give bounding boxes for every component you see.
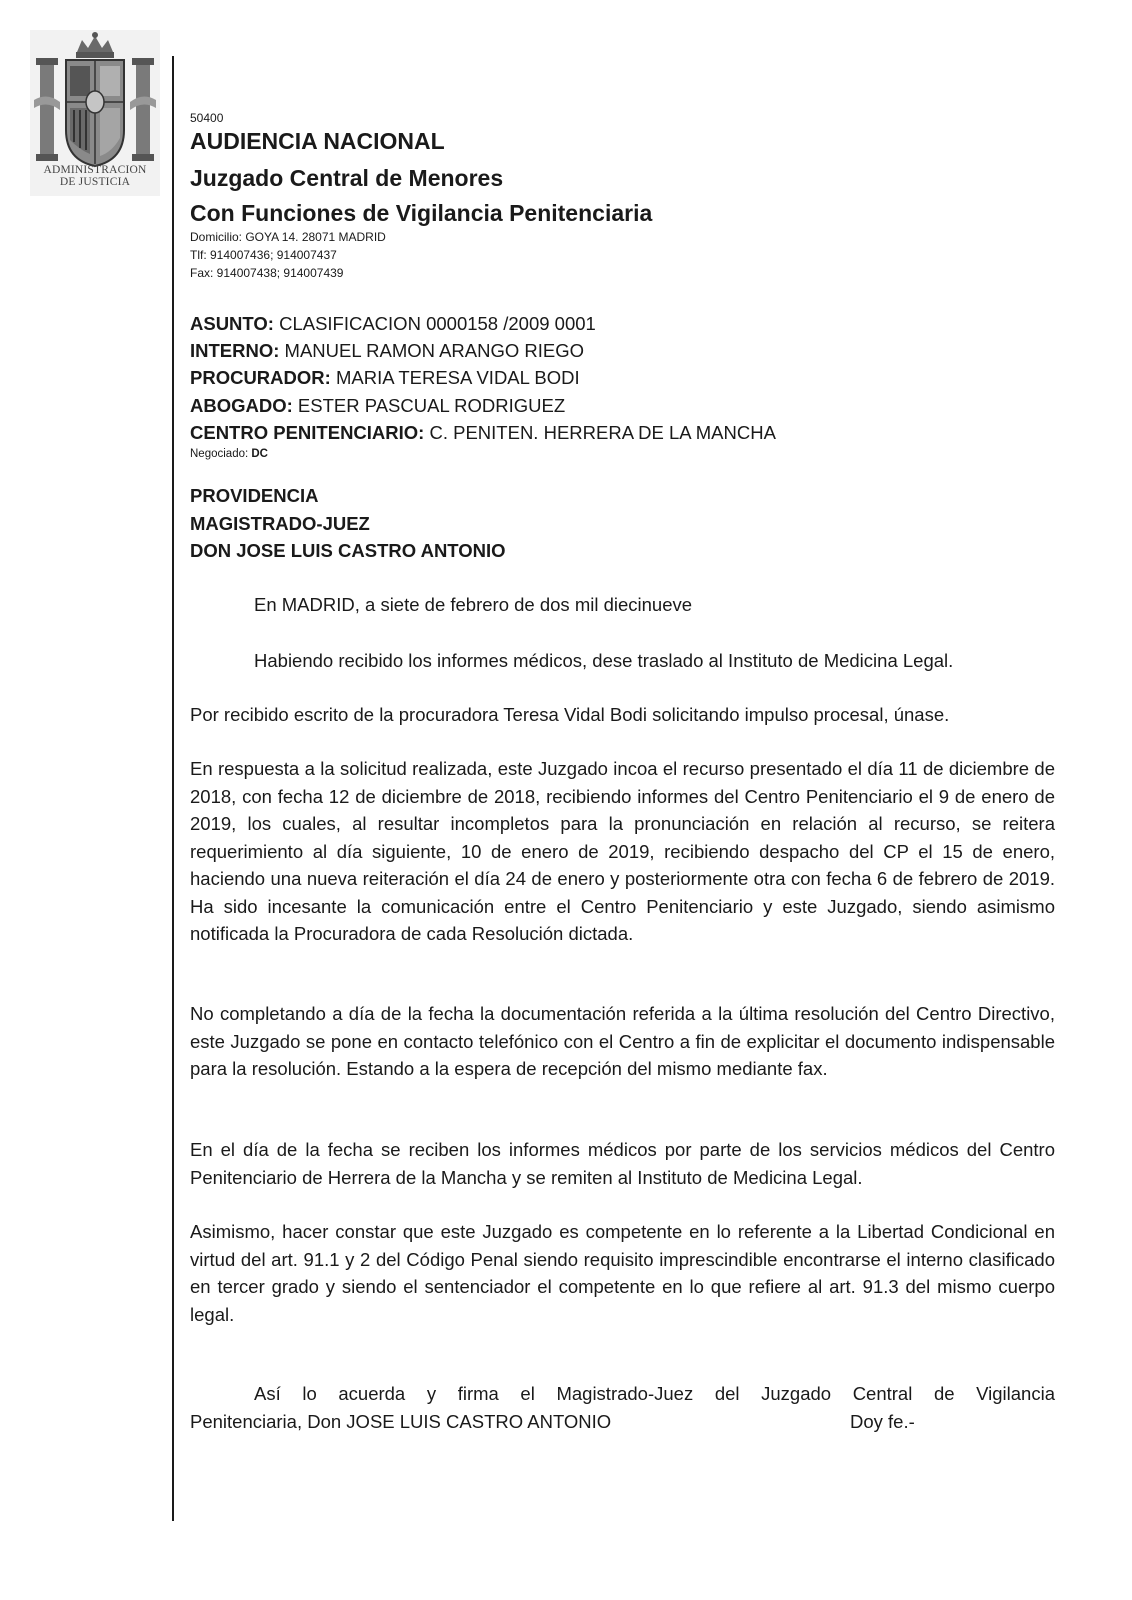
case-negociado	[190, 448, 268, 460]
paragraph-procuradora: Por recibido escrito de la procuradora Teresa Vidal Bodi solicitando impulso procesal, únase.	[190, 704, 950, 725]
closing-signatory: Penitenciaria, Don JOSE LUIS CASTRO ANTONIO	[190, 1411, 612, 1432]
emblem-caption	[30, 164, 160, 188]
paragraph-respuesta: En respuesta a la solicitud realizada, este Juzgado incoa el recurso presentado el día 11 de diciembre de 2018, con fecha 12 de diciembre de 2018, recibiendo informes del Centro Penitenciario el 9 de enero de 2019, los cuales, al resultar incompletos para la pronunciación en relación al recurso, se reitera requerimiento al día siguiente, 10 de enero de 2019, recibiendo despacho del CP el 15 de enero, haciendo una nueva reiteración el día 24 de enero y posteriormente otra con fecha 6 de febrero de 2019. Ha sido incesante la comunicación entre el Centro Penitenciario y este Juzgado, siendo asimismo notificada la Procuradora de cada Resolución dictada.	[190, 758, 1055, 944]
centro-label: CENTRO PENITENCIARIO:	[190, 422, 425, 443]
paragraph-informes: En el día de la fecha se reciben los informes médicos por parte de los servicios médicos del Centro Penitenciario de Herrera de la Mancha y se remiten al Instituto de Medicina Legal.	[190, 1139, 1055, 1188]
court-function: Con Funciones de Vigilancia Penitenciaria	[190, 200, 653, 226]
abogado-value: ESTER PASCUAL RODRIGUEZ	[292, 395, 566, 416]
paragraph-competencia: Asimismo, hacer constar que este Juzgado es competente en lo referente a la Libertad Condicional en virtud del art. 91.1 y 2 del Código Penal siendo requisito imprescindible encontrarse el interno clasificado en tercer grado y siendo el sentenciador el competente en lo que refiere al art. 91.3 del mismo cuerpo legal.	[190, 1221, 1055, 1325]
interno-label: INTERNO:	[190, 340, 280, 361]
abogado-label: ABOGADO:	[190, 395, 293, 416]
procurador-label: PROCURADOR:	[190, 367, 331, 388]
negociado-label: Negociado:	[190, 448, 252, 460]
doc-type: PROVIDENCIA	[190, 485, 319, 506]
paragraph-documentacion: No completando a día de la fecha la documentación referida a la última resolución del Centro Directivo, este Juzgado se pone en contacto telefónico con el Centro a fin de explicitar el documento indispensable para la resolución. Estando a la espera de recepción del mismo mediante fax.	[190, 1003, 1055, 1079]
asunto-label: ASUNTO:	[190, 313, 274, 334]
judge-name: DON JOSE LUIS CASTRO ANTONIO	[190, 540, 506, 561]
paragraph-medical: Habiendo recibido los informes médicos, dese traslado al Instituto de Medicina Legal.	[254, 650, 954, 671]
closing-line-1: Así lo acuerda y firma el Magistrado-Juez del Juzgado Central de Vigilancia	[254, 1383, 1055, 1404]
asunto-value: CLASIFICACION 0000158 /2009 0001	[273, 313, 596, 334]
interno-value: MANUEL RAMON ARANGO RIEGO	[279, 340, 585, 361]
case-centro	[190, 422, 776, 444]
margin-rule	[172, 56, 174, 1521]
centro-value: C. PENITEN. HERRERA DE LA MANCHA	[424, 422, 776, 443]
court-name: AUDIENCIA NACIONAL	[190, 128, 445, 154]
case-procurador	[190, 367, 580, 389]
negociado-value: DC	[251, 448, 268, 460]
doy-fe: Doy fe.-	[850, 1411, 915, 1432]
court-phone: Tlf: 914007436; 914007437	[190, 248, 337, 262]
judge-role: MAGISTRADO-JUEZ	[190, 513, 370, 534]
emblem-caption-line2: DE JUSTICIA	[59, 176, 131, 188]
court-section: Juzgado Central de Menores	[190, 165, 504, 191]
paragraph-date: En MADRID, a siete de febrero de dos mil diecinueve	[254, 594, 693, 615]
procurador-value: MARIA TERESA VIDAL BODI	[330, 367, 580, 388]
court-address: Domicilio: GOYA 14. 28071 MADRID	[190, 230, 386, 244]
case-asunto	[190, 313, 596, 335]
emblem-caption-line1: ADMINISTRACION	[43, 164, 147, 176]
court-code: 50400	[190, 111, 224, 125]
case-interno	[190, 340, 584, 362]
closing-line-2	[190, 1411, 1055, 1433]
case-abogado	[190, 395, 565, 417]
court-fax: Fax: 914007438; 914007439	[190, 266, 344, 280]
